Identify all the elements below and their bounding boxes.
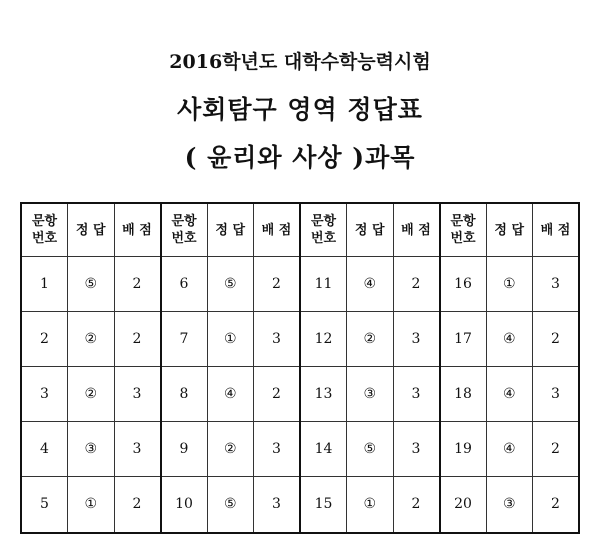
points-header: 배 점 (254, 203, 301, 257)
answer-cell: ⑤ (347, 421, 394, 476)
answer-cell: ④ (207, 366, 254, 421)
question-number-cell: 14 (300, 421, 347, 476)
points-cell: 2 (254, 366, 301, 421)
answer-cell: ③ (347, 366, 394, 421)
answer-cell: ③ (486, 476, 533, 533)
subject-title: ( 윤리와 사상 )과목 (184, 143, 416, 172)
question-number-header: 문항 번호 (300, 203, 347, 257)
points-cell: 2 (114, 257, 161, 312)
question-number-cell: 18 (440, 366, 487, 421)
points-header: 배 점 (393, 203, 440, 257)
points-cell: 2 (533, 421, 580, 476)
answer-cell: ① (68, 476, 115, 533)
question-number-header: 문항 번호 (440, 203, 487, 257)
answer-cell: ① (347, 476, 394, 533)
points-cell: 2 (393, 476, 440, 533)
question-number-cell: 7 (161, 311, 208, 366)
answer-cell: ① (486, 257, 533, 312)
question-number-cell: 17 (440, 311, 487, 366)
table-row (21, 257, 579, 312)
table-header-row (21, 203, 579, 257)
answer-cell: ② (68, 366, 115, 421)
points-cell: 3 (114, 366, 161, 421)
answer-cell: ④ (486, 311, 533, 366)
answer-cell: ⑤ (207, 476, 254, 533)
question-number-cell: 19 (440, 421, 487, 476)
question-number-cell: 13 (300, 366, 347, 421)
question-number-cell: 5 (21, 476, 68, 533)
question-number-header: 문항 번호 (21, 203, 68, 257)
table-row (21, 311, 579, 366)
points-cell: 2 (533, 476, 580, 533)
answer-key-table (20, 202, 580, 534)
exam-title: 2016학년도 대학수학능력시험 (169, 51, 431, 73)
question-number-cell: 10 (161, 476, 208, 533)
answer-cell: ⑤ (68, 257, 115, 312)
question-number-header: 문항 번호 (161, 203, 208, 257)
points-header: 배 점 (114, 203, 161, 257)
question-number-cell: 12 (300, 311, 347, 366)
question-number-cell: 20 (440, 476, 487, 533)
answer-cell: ⑤ (207, 257, 254, 312)
points-cell: 3 (254, 311, 301, 366)
table-row (21, 366, 579, 421)
points-cell: 3 (254, 421, 301, 476)
points-cell: 3 (393, 311, 440, 366)
question-number-cell: 3 (21, 366, 68, 421)
points-header: 배 점 (533, 203, 580, 257)
answer-cell: ② (347, 311, 394, 366)
answer-cell: ③ (68, 421, 115, 476)
points-cell: 3 (114, 421, 161, 476)
answer-cell: ① (207, 311, 254, 366)
answer-header: 정 답 (68, 203, 115, 257)
answer-header: 정 답 (347, 203, 394, 257)
answer-cell: ④ (486, 421, 533, 476)
answer-cell: ② (207, 421, 254, 476)
question-number-cell: 4 (21, 421, 68, 476)
question-number-cell: 6 (161, 257, 208, 312)
table-body (21, 257, 579, 534)
question-number-cell: 15 (300, 476, 347, 533)
question-number-cell: 16 (440, 257, 487, 312)
answer-header: 정 답 (486, 203, 533, 257)
question-number-cell: 11 (300, 257, 347, 312)
question-number-cell: 9 (161, 421, 208, 476)
question-number-cell: 2 (21, 311, 68, 366)
document-title: 사회탐구 영역 정답표 (177, 95, 423, 124)
answer-cell: ④ (486, 366, 533, 421)
points-cell: 3 (533, 366, 580, 421)
answer-header: 정 답 (207, 203, 254, 257)
answer-cell: ② (68, 311, 115, 366)
points-cell: 3 (533, 257, 580, 312)
table-row (21, 476, 579, 533)
points-cell: 2 (114, 311, 161, 366)
table-row (21, 421, 579, 476)
points-cell: 2 (533, 311, 580, 366)
answer-cell: ④ (347, 257, 394, 312)
question-number-cell: 8 (161, 366, 208, 421)
points-cell: 3 (393, 366, 440, 421)
points-cell: 3 (254, 476, 301, 533)
points-cell: 2 (114, 476, 161, 533)
points-cell: 2 (393, 257, 440, 312)
points-cell: 3 (393, 421, 440, 476)
question-number-cell: 1 (21, 257, 68, 312)
points-cell: 2 (254, 257, 301, 312)
